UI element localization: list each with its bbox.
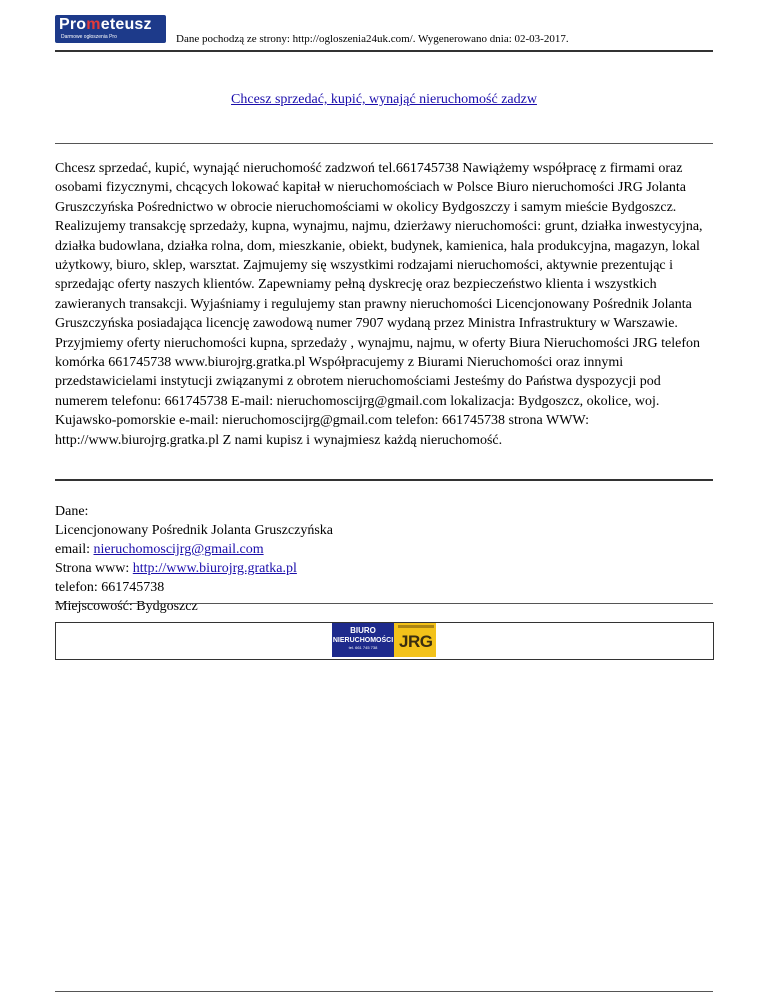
logo-text: Prometeusz — [59, 16, 152, 33]
agency-logo-box — [55, 622, 714, 660]
banner-line-3: tel. 661 745 738 — [348, 645, 378, 650]
title-divider — [55, 143, 713, 144]
prometeusz-logo — [55, 15, 166, 43]
logo-subtitle: Darmowe ogłoszenia Pro — [61, 34, 117, 40]
footer-divider — [55, 991, 713, 992]
contact-details — [55, 502, 713, 616]
header-divider — [55, 50, 713, 52]
email-link[interactable]: nieruchomoscijrg@gmail.com — [93, 542, 264, 557]
email-label: email: — [55, 542, 94, 557]
www-label: Strona www: — [55, 561, 133, 576]
contact-email-row — [55, 540, 713, 559]
banner-brand: JRG — [399, 632, 433, 651]
listing-description: Chcesz sprzedać, kupić, wynająć nieruchomość zadzwoń tel.661745738 Nawiążemy współpracę z firmami oraz osobami fizycznymi, chcących lokować kapitał w nieruchomościach w Polsce Biuro nieruchomości JRG Jolanta Gruszczyńska Pośrednictwo w obrocie nieruchomościami w okolicy Bydgoszczy i samym mieście Bydgoszcz. Realizujemy transakcję sprzedaży, kupna, wynajmu, najmu, dzierżawy nieruchomości: grunt, działka inwestycyjna, działka budowlana, działka rolna, dom, mieszkanie, obiekt, budynek, kamienica, hala produkcyjna, magazyn, lokal użytkowy, biuro, sklep, warsztat. Zajmujemy się wszystkimi rodzajami nieruchomości, aktywnie prezentując i sprzedając oferty naszych klientów. Zapewniamy pełną dyskrecję oraz bezpieczeństwo klienta i wszystkich zawieranych transakcji. Wyjaśniamy i regulujemy stan prawny nieruchomości Licencjonowany Pośrednik Jolanta Gruszczyńska posiadająca licencję zawodową numer 7907 wydaną przez Ministra Infrastruktury w Warszawie. Przyjmiemy oferty nieruchomości kupna, sprzedaży , wynajmu, najmu, w oferty Biura Nieruchomości JRG telefon komórka 661745738 www.biurojrg.gratka.pl Współpracujemy z Biurami Nieruchomości oraz innymi przedstawicielami instytucji związanymi z obrotem nieruchomościami Jesteśmy do Państwa dyspozycji pod numerem telefonu: 661745738 E-mail: nieruchomoscijrg@gmail.com lokalizacja: Bydgoszcz, okolice, woj. Kujawsko-pomorskie e-mail: nieruchomoscijrg@gmail.com telefon: 661745738 strona WWW: http://www.biurojrg.gratka.pl Z nami kupisz i wynajmiesz każdą nieruchomość. — [55, 161, 703, 448]
description-divider — [55, 479, 713, 481]
details-divider — [55, 603, 713, 604]
banner-left-panel — [332, 623, 394, 657]
contact-www-row — [55, 559, 713, 578]
listing-title-link[interactable]: Chcesz sprzedać, kupić, wynająć nieruchomość zadzw — [231, 92, 537, 107]
source-note: Dane pochodzą ze strony: http://ogloszenia24uk.com/. Wygenerowano dnia: 02-03-2017. — [176, 33, 569, 45]
banner-line-1: BIURO — [350, 626, 376, 635]
contact-name: Licencjonowany Pośrednik Jolanta Gruszczyńska — [55, 523, 333, 538]
contact-city: Miejscowość: Bydgoszcz — [55, 599, 198, 614]
banner-line-2: NIERUCHOMOŚCI — [332, 637, 394, 644]
details-heading: Dane: — [55, 504, 89, 519]
contact-phone: telefon: 661745738 — [55, 580, 165, 595]
agency-banner-image — [332, 623, 436, 657]
website-link[interactable]: http://www.biurojrg.gratka.pl — [132, 561, 297, 576]
banner-right-panel — [394, 623, 436, 657]
banner-decoration — [398, 625, 434, 628]
